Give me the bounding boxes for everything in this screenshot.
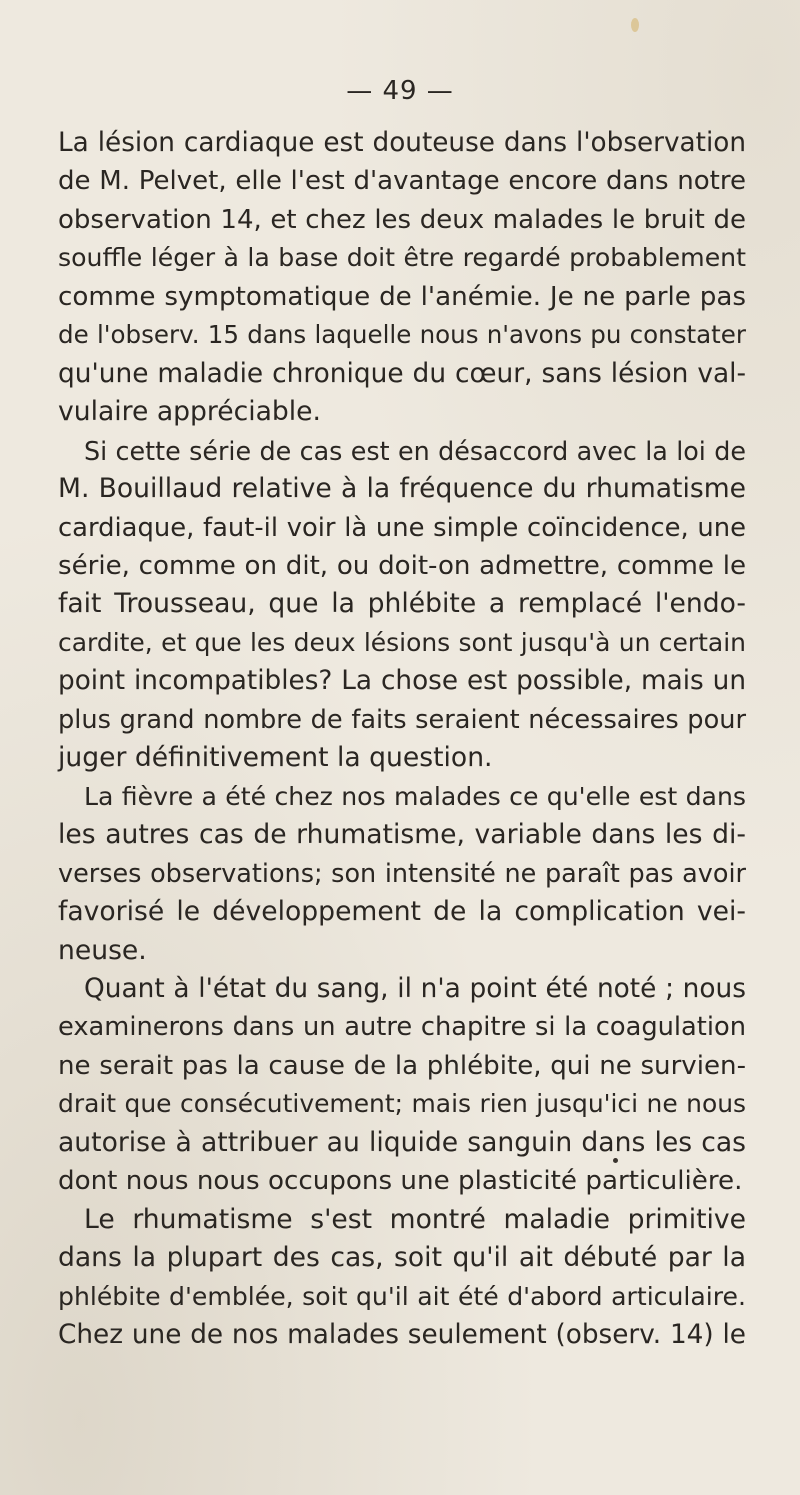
text-line: M. Bouillaud relative à la fréquence du rhumatisme — [58, 473, 746, 505]
page-number: — 49 — — [346, 76, 454, 106]
text-line: Le rhumatisme s'est montré maladie primitive — [84, 1203, 746, 1235]
text-line: souffle léger à la base doit être regardé probablement — [58, 243, 746, 273]
text-line: La fièvre a été chez nos malades ce qu'elle est dans — [84, 781, 746, 811]
text-line: favorisé le développement de la complication vei- — [58, 896, 746, 928]
text-line: autorise à attribuer au liquide sanguin dans les cas — [58, 1126, 746, 1158]
text-line: cardite, et que les deux lésions sont jusqu'à un certain — [58, 627, 746, 657]
text-line: drait que consécutivement; mais rien jusqu'ici ne nous — [58, 1089, 746, 1119]
text-line: point incompatibles? La chose est possible, mais un — [58, 666, 746, 697]
text-line: qu'une maladie chronique du cœur, sans lésion val- — [58, 357, 746, 389]
text-line: examinerons dans un autre chapitre si la coagulation — [58, 1012, 746, 1043]
text-line: vulaire appréciable. — [58, 396, 321, 428]
text-line: cardiaque, faut-il voir là une simple coïncidence, une — [58, 512, 746, 543]
text-line: les autres cas de rhumatisme, variable dans les di- — [58, 819, 746, 851]
text-line: La lésion cardiaque est douteuse dans l'observation — [58, 128, 746, 158]
text-line: plus grand nombre de faits seraient nécessaires pour — [58, 704, 746, 735]
text-line: dont nous nous occupons une plasticité particulière. — [58, 1166, 743, 1197]
text-line: observation 14, et chez les deux malades le bruit de — [58, 204, 746, 235]
text-line: juger définitivement la question. — [58, 742, 493, 774]
text-line: dans la plupart des cas, soit qu'il ait débuté par la — [58, 1242, 746, 1274]
text-line: comme symptomatique de l'anémie. Je ne parle pas — [58, 281, 746, 312]
body-text — [58, 124, 746, 1355]
text-line: ne serait pas la cause de la phlébite, qui ne survien- — [58, 1050, 746, 1081]
text-line: série, comme on dit, ou doit-on admettre, comme le — [58, 550, 746, 581]
text-line: de l'observ. 15 dans laquelle nous n'avons pu constater — [58, 320, 746, 350]
text-line: phlébite d'emblée, soit qu'il ait été d'abord articulaire. — [58, 1281, 746, 1311]
paper-stain — [631, 18, 639, 32]
text-line: Chez une de nos malades seulement (observ. 14) le — [58, 1320, 746, 1351]
text-line: neuse. — [58, 934, 147, 966]
text-line: Quant à l'état du sang, il n'a point été noté ; nous — [84, 973, 746, 1004]
text-line: de M. Pelvet, elle l'est d'avantage encore dans notre — [58, 166, 746, 197]
text-line: fait Trousseau, que la phlébite a remplacé l'endo- — [58, 588, 746, 620]
text-line: verses observations; son intensité ne paraît pas avoir — [58, 858, 746, 889]
text-line: Si cette série de cas est en désaccord avec la loi de — [84, 435, 746, 466]
